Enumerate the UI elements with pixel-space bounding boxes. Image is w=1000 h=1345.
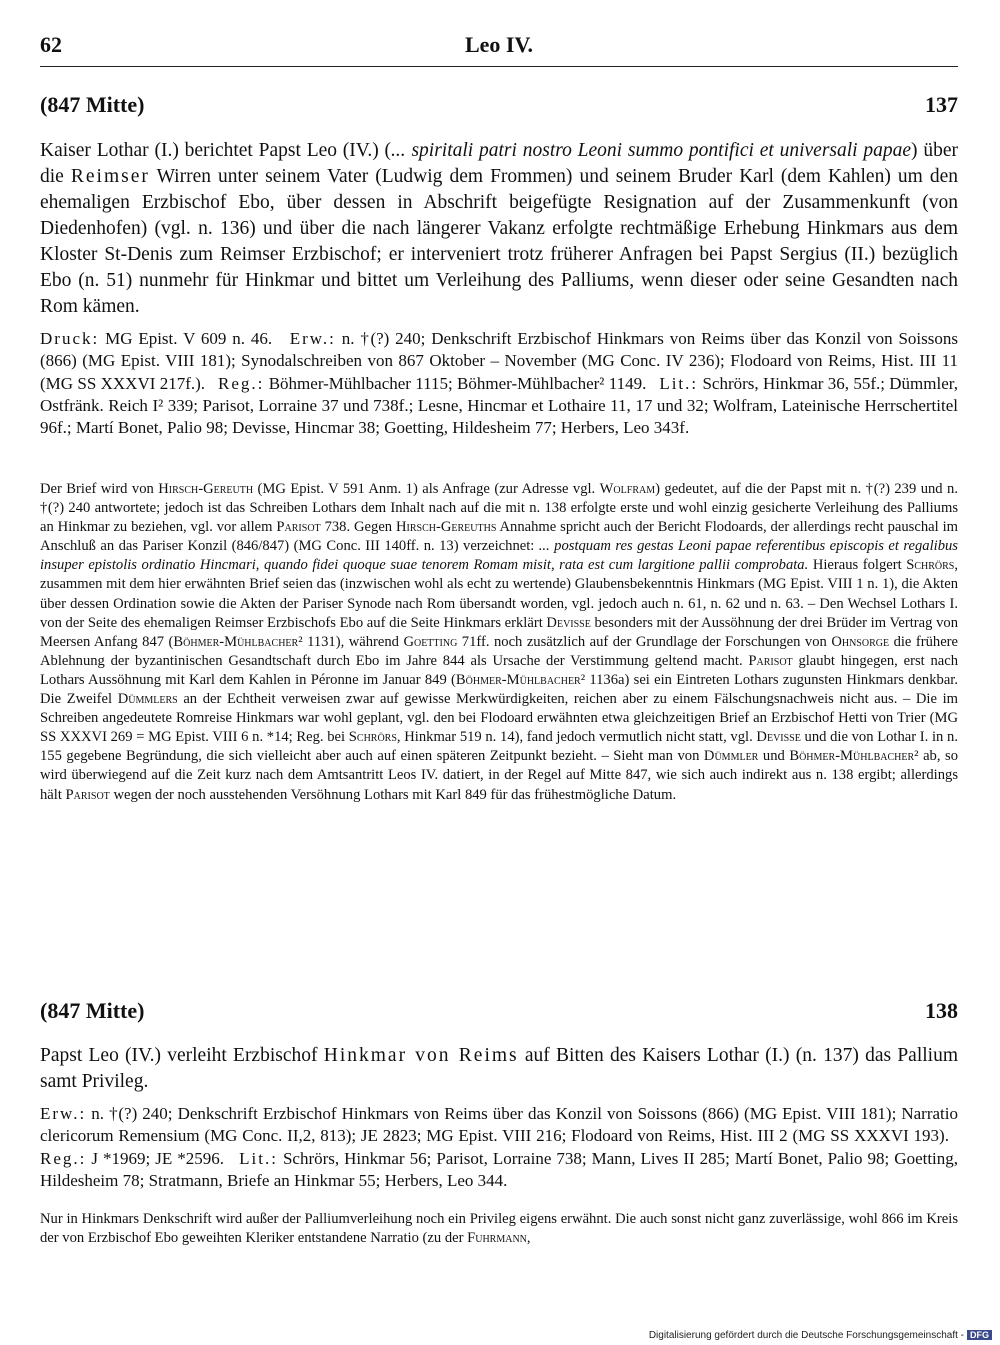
bibliography: Erw.: n. †(?) 240; Denkschrift Erzbischof Hinkmars von Reims über das Konzil von Soissons (866) (MG Epist. VIII 181); Narratio clericorum Remensium (MG Conc. II,2, 813); JE 2823; MG Epist. VIII 216; Flodoard von Reims, Hist. III 2 (MG SS XXXVI 193). Reg.: J *1969; JE *2596. Lit.: Schrörs, Hinkmar 56; Parisot, Lorraine 738; Mann, Lives II 285; Martí Bonet, Palio 98; Goetting, Hildesheim 78; Stratmann, Briefe an Hinkmar 55; Herbers, Leo 344. bbox=[40, 1104, 959, 1190]
regest-text: Papst Leo (IV.) verleiht Erzbischof Hinkmar von Reims auf Bitten des Kaisers Lothar (I.) (n. 137) das Pallium samt Privileg. bbox=[40, 1045, 959, 1092]
running-header bbox=[40, 32, 958, 67]
bibliography: Druck: MG Epist. V 609 n. 46. Erw.: n. †(?) 240; Denkschrift Erzbischof Hinkmars von Reims über das Konzil von Soissons (866) (MG Epist. VIII 181); Synodalschreiben von 867 Oktober – November (MG Conc. IV 236); Flodoard von Reims, Hist. III 11 (MG SS XXXVI 217f.). Reg.: Böhmer-Mühlbacher 1115; Böhmer-Mühlbacher² 1149. Lit.: Schrörs, Hinkmar 36, 55f.; Dümmler, Ostfränk. Reich I² 339; Parisot, Lorraine 37 und 738f.; Lesne, Hincmar et Lothaire 11, 17 und 32; Wolfram, Lateinische Herrschertitel 96f.; Martí Bonet, Palio 98; Devisse, Hincmar 38; Goetting, Hildesheim 77; Herbers, Leo 343f. bbox=[40, 329, 959, 438]
regest-text: Kaiser Lothar (I.) berichtet Papst Leo (IV.) (... spiritali patri nostro Leoni summo pontifici et universali papae) über die Reimser Wirren unter seinem Vater (Ludwig dem Frommen) und seinem Bruder Karl (dem Kahlen) um den ehemaligen Erzbischof Ebo, über dessen in Abschrift beigefügte Resignation auf der Zusammenkunft (von Diedenhofen) (vgl. n. 136) und über die nach längerer Vakanz erfolgte rechtmäßige Erhebung Hinkmars aus dem Kloster St-Denis zum Reimser Erzbischof; er interveniert trotz früherer Anfragen bei Papst Sergius (II.) bezüglich Ebo (n. 51) nunmehr für Hinkmar und bittet um Verleihung des Palliums, wenn dieser oder seine Gesandten nach Rom kämen. bbox=[40, 140, 958, 317]
entry-number: 138 bbox=[925, 998, 958, 1023]
footer-credit: Digitalisierung gefördert durch die Deutsche Forschungsgemeinschaft - DFG bbox=[649, 1330, 992, 1341]
dfg-logo: DFG bbox=[967, 1330, 992, 1340]
entry-date: (847 Mitte) bbox=[40, 998, 145, 1023]
running-title: Leo IV. bbox=[464, 32, 534, 57]
entry-number: 137 bbox=[925, 92, 958, 117]
page-number: 62 bbox=[40, 32, 62, 57]
entry-date: (847 Mitte) bbox=[40, 92, 145, 117]
commentary: Der Brief wird von Hirsch-Gereuth (MG Epist. V 591 Anm. 1) als Anfrage (zur Adresse vgl. Wolfram) gedeutet, auf die der Papst mit n. †(?) 239 und n. †(?) 240 antwortete; jedoch ist das Schreiben Lothars dem Inhalt nach auf die mit n. 138 erfolgte erste und wohl einzig gesicherte Verleihung des Palliums an Hinkmar zu beziehen, vgl. vor allem Parisot 738. Gegen Hirsch-Gereuths Annahme spricht auch der Bericht Flodoards, der allerdings recht pauschal im Anschluß an das Pariser Konzil (846/847) (MG Conc. III 140ff. n. 13) verzeichnet: ... postquam res gestas Leoni papae referentibus episcopis et regalibus insuper epistolis ordinatio Hincmari, quando fidei quoque suae tenorem Romam misit, rata est cum largitione pallii comprobata. Hieraus folgert Schrörs, zusammen mit dem hier erwähnten Brief seien das (inzwischen wohl als echt zu wertende) Glaubensbekenntnis Hinkmars (MG Epist. VIII 1 n. 1), die Akten über dessen Ordination sowie die Akten der Pariser Synode nach Rom übersandt worden, vgl. jedoch auch n. 61, n. 62 und n. 63. – Den Wechsel Lothars I. von der Seite des ehemaligen Reimser Erzbischofs Ebo auf die Seite Hinkmars erklärt Devisse besonders mit der Aussöhnung der drei Brüder im Vertrag von Meersen Anfang 847 (Böhmer-Mühlbacher² 1131), während Goetting 71ff. noch zusätzlich auf der Grundlage der Forschungen von Ohnsorge die frühere Ablehnung der byzantinischen Gesandtschaft durch Ebo im Jahre 844 als Ursache der Verstimmung geltend macht. Parisot glaubt hingegen, erst nach Lothars Aussöhnung mit Karl dem Kahlen in Péronne im Januar 849 (Böhmer-Mühlbacher² 1136a) sei ein Eintreten Lothars zugunsten Hinkmars denkbar. Die Zweifel Dümmlers an der Echtheit verweisen zwar auf gewisse Merkwürdigkeiten, reichen aber zu einem Fälschungsnachweis nicht aus. – Die im Schreiben angedeutete Romreise Hinkmars war wohl geplant, vgl. den bei Flodoard erwähnten etwa gleichzeitigen Brief an Erzbischof Hetti von Trier (MG SS XXXVI 269 = MG Epist. VIII 6 n. *14; Reg. bei Schrörs, Hinkmar 519 n. 14), fand jedoch vermutlich nicht statt, vgl. Devisse und die von Lothar I. in n. 155 gegebene Begründung, die sich vielleicht aber auch auf einen späteren Zeitpunkt bezieht. – Sieht man von Dümmler und Böhmer-Mühlbacher² ab, so wird überwiegend auf die Zeit kurz nach dem Amtsantritt Leos IV. datiert, in der Regel auf Mitte 847, wie sich auch indirekt aus n. 138 ergibt; allerdings hält Parisot wegen der noch ausstehenden Versöhnung Lothars mit Karl 849 für das frühestmögliche Datum. bbox=[40, 481, 959, 803]
commentary: Nur in Hinkmars Denkschrift wird außer der Palliumverleihung noch ein Privileg eigens erwähnt. Die auch sonst nicht ganz zuverlässige, wohl 866 im Kreis der von Erzbischof Ebo geweihten Kleriker entstandene Narratio (zu der Fuhrmann, bbox=[40, 1211, 958, 1247]
